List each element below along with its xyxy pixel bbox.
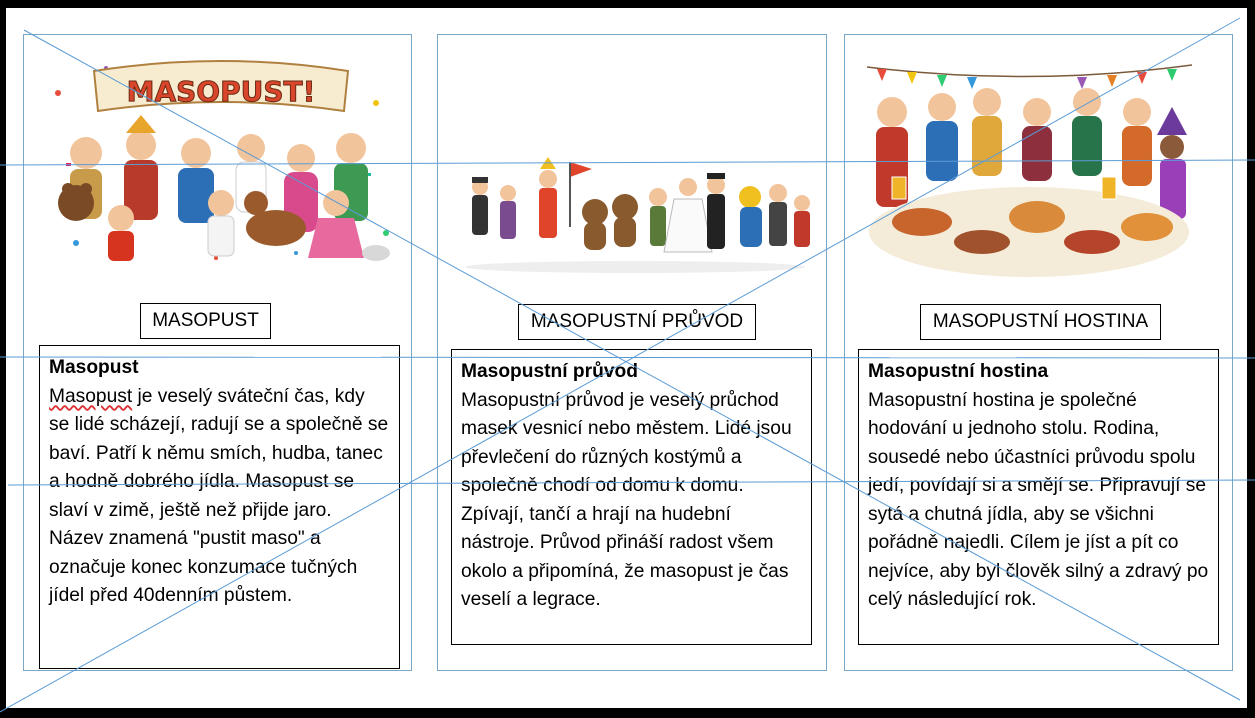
- paragraph-pruvod: Masopustní průvod je veselý průchod masek vesnicí nebo městem. Lidé jsou převlečení do různých kostýmů a společně chodí od domu k domu. Zpívají, tančí a hrají na hudební nástroje. Průvod přináší radost všem okolo a připomíná, že masopust je čas veselí a legrace.: [461, 389, 792, 610]
- worksheet-page: [6, 8, 1247, 708]
- masopust-illustration: [46, 53, 396, 268]
- heading-pruvod: Masopustní průvod: [461, 361, 638, 382]
- banner-text: MASOPUST!: [126, 75, 316, 108]
- spellcheck-word: Masopust: [49, 385, 133, 407]
- heading-masopust: Masopust: [49, 357, 139, 378]
- bunting: [867, 65, 1192, 89]
- feast-table: [869, 177, 1189, 277]
- heading-hostina: Masopustní hostina: [868, 361, 1049, 382]
- paragraph-masopust: je veselý sváteční čas, kdy se lidé scházejí, radují se a společně se baví. Patří k němu smích, hudba, tanec a hodně dobrého jídla. Masopust se slaví v zimě, ještě než přijde jaro. Název znamená "pustit maso" a označuje konec konzumace tučných jídel před 40denním půstem.: [49, 385, 389, 606]
- label-masopustni-pruvod: MASOPUSTNÍ PRŮVOD: [518, 304, 756, 340]
- label-masopust: MASOPUST: [140, 303, 271, 339]
- text-box-pruvod: [451, 349, 812, 645]
- crowd: [58, 115, 390, 261]
- paragraph-hostina: Masopustní hostina je společné hodování u jednoho stolu. Rodina, sousedé nebo účastníci průvodu spolu jedí, povídají si a smějí se. Připravují se sytá a chutná jídla, aby se všichni pořádně najedli. Cílem je jíst a pít co nejvíce, aby byl člověk silný a zdravý po celý následující rok.: [868, 389, 1209, 610]
- pruvod-illustration: [460, 157, 810, 282]
- text-box-masopust: [39, 345, 400, 669]
- procession: [465, 157, 810, 273]
- text-box-hostina: [858, 349, 1219, 645]
- label-masopustni-hostina: MASOPUSTNÍ HOSTINA: [920, 304, 1161, 340]
- hostina-illustration: [862, 57, 1196, 279]
